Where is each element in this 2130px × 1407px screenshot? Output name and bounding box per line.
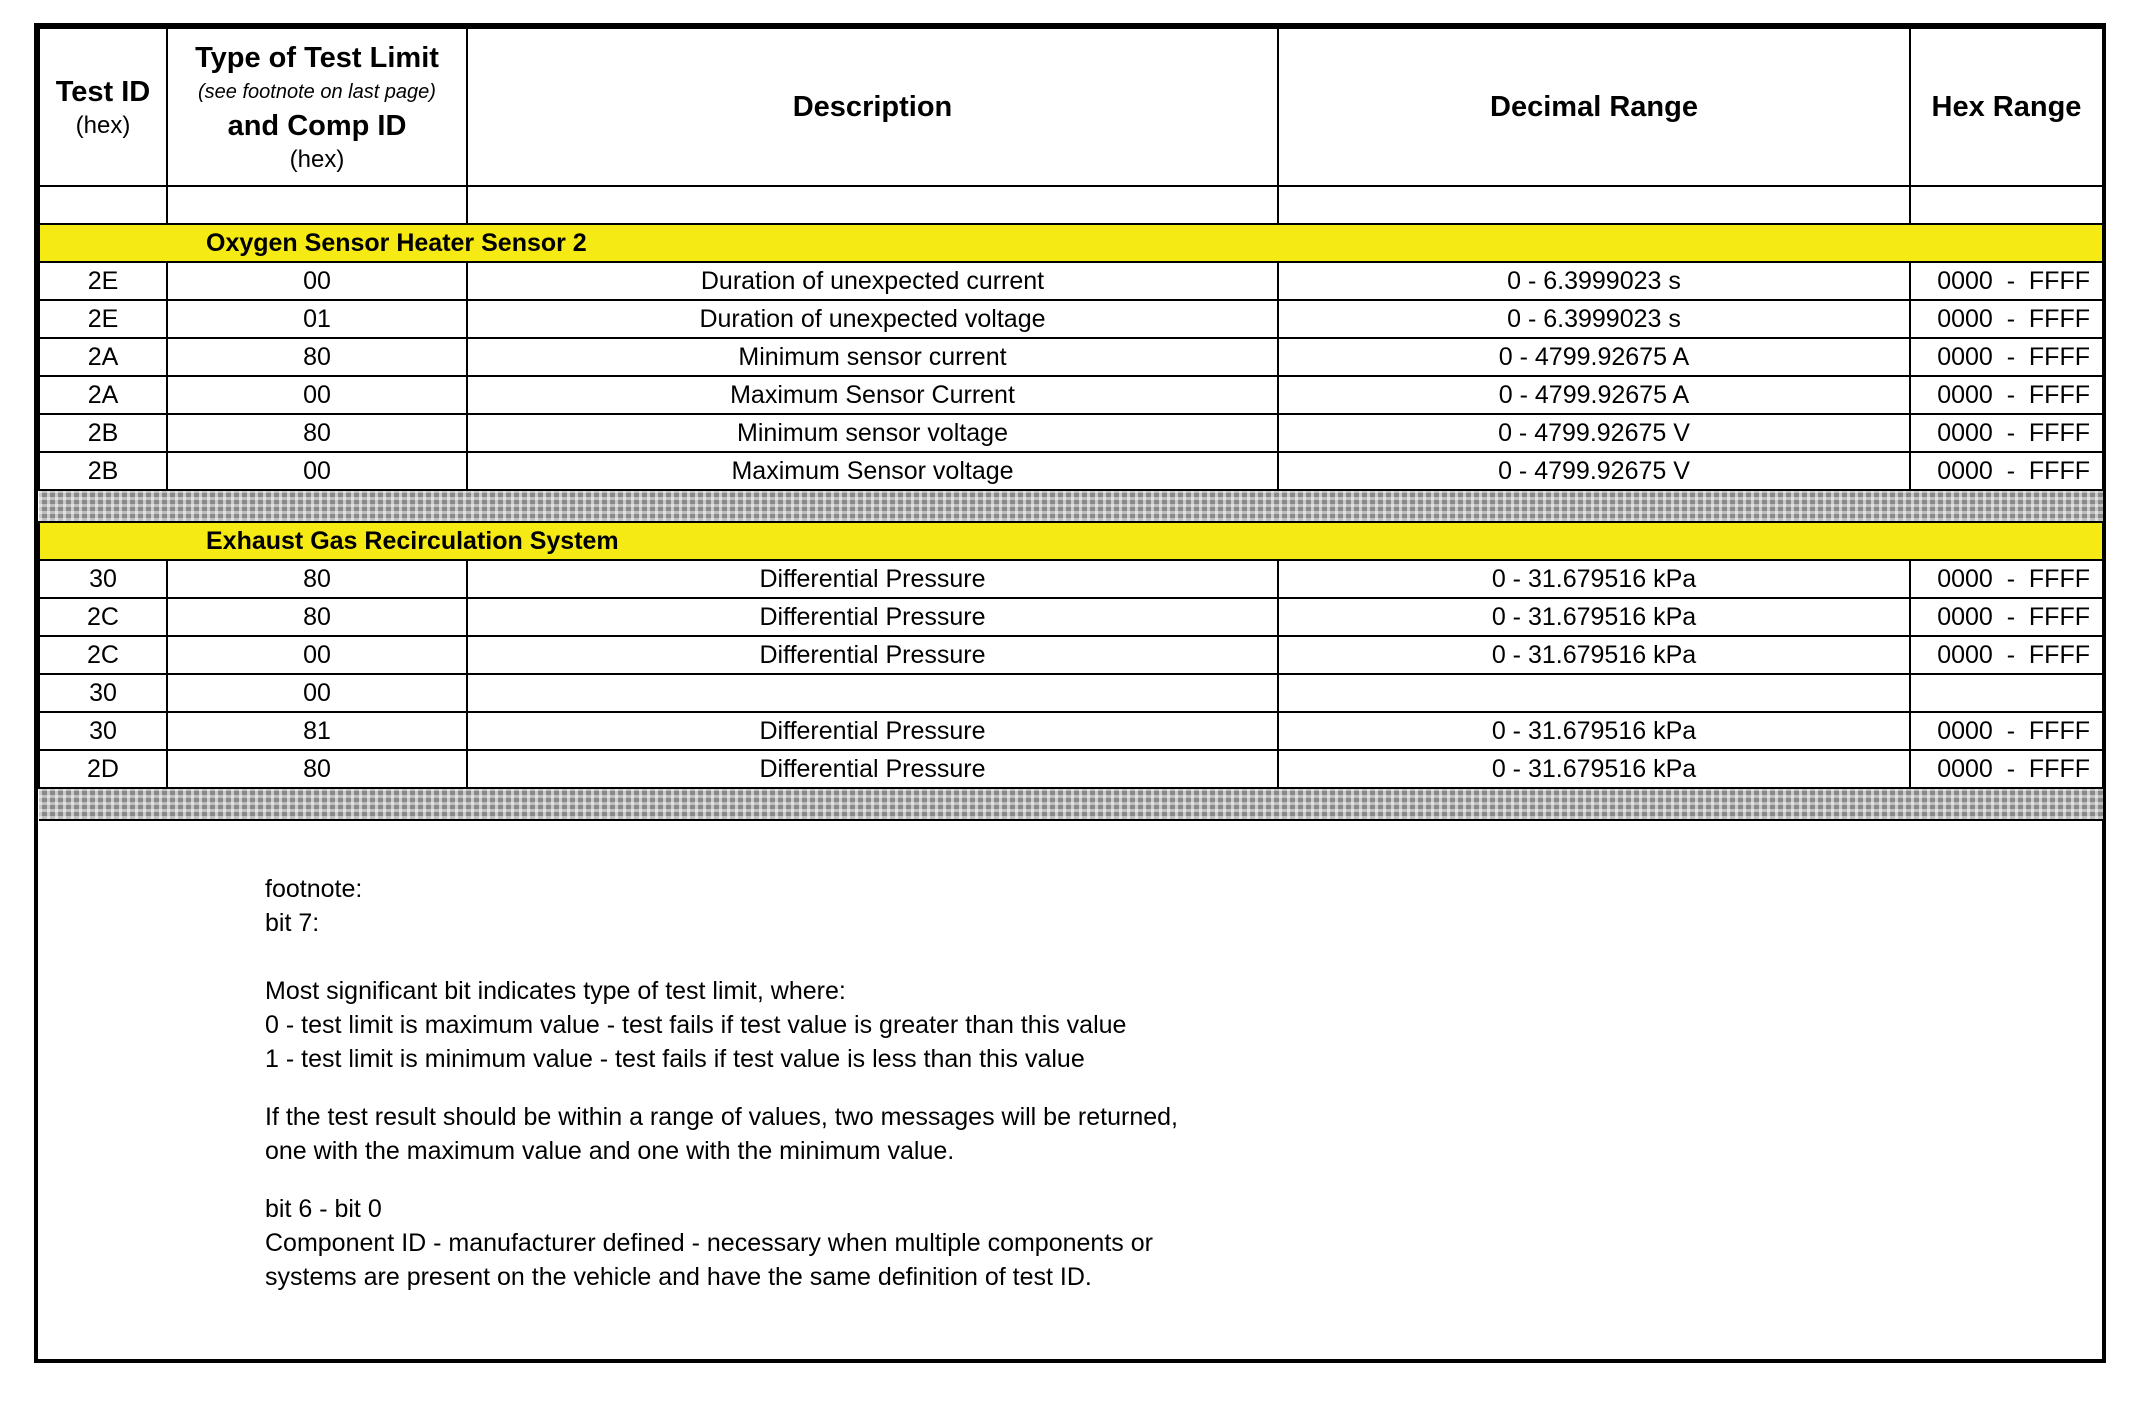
- table-row: [39, 560, 2103, 598]
- cell-description: Duration of unexpected voltage: [467, 300, 1278, 338]
- cell-hex-range: 0000 - FFFF: [1910, 376, 2103, 414]
- table-row: [39, 750, 2103, 788]
- footnote-zero: 0 - test limit is maximum value - test fails if test value is greater than this value: [265, 1011, 1127, 1039]
- cell-decimal-range: 0 - 31.679516 kPa: [1278, 636, 1910, 674]
- comp-id-sub: (hex): [289, 146, 345, 173]
- cell-hex-range: 0000 - FFFF: [1910, 300, 2103, 338]
- cell-comp-id: 00: [167, 636, 467, 674]
- cell-hex-range: 0000 - FFFF: [1910, 262, 2103, 300]
- cell-hex-range: 0000 - FFFF: [1910, 750, 2103, 788]
- section-separator: [39, 788, 2103, 820]
- table-row: [39, 636, 2103, 674]
- cell-hex-range: 0000 - FFFF: [1910, 338, 2103, 376]
- footnote-bit6: bit 6 - bit 0: [265, 1195, 382, 1223]
- cell-hex-range: 0000 - FFFF: [1910, 414, 2103, 452]
- table-row: [39, 300, 2103, 338]
- cell-comp-id: 80: [167, 598, 467, 636]
- footnote-range-1: If the test result should be within a range of values, two messages will be returned,: [265, 1103, 1178, 1131]
- cell-description: Differential Pressure: [467, 636, 1278, 674]
- section-header-row: [39, 224, 2103, 262]
- footnote-comp-1: Component ID - manufacturer defined - necessary when multiple components or: [265, 1229, 1153, 1257]
- cell-decimal-range: 0 - 31.679516 kPa: [1278, 712, 1910, 750]
- table-row: [39, 674, 2103, 712]
- table-row: [39, 452, 2103, 490]
- cell-hex-range: 0000 - FFFF: [1910, 712, 2103, 750]
- cell-hex-range: 0000 - FFFF: [1910, 560, 2103, 598]
- cell-decimal-range: 0 - 4799.92675 V: [1278, 452, 1910, 490]
- section-separator: [39, 490, 2103, 522]
- cell-decimal-range: 0 - 6.3999023 s: [1278, 300, 1910, 338]
- cell-comp-id: 00: [167, 262, 467, 300]
- cell-comp-id: 00: [167, 674, 467, 712]
- cell-decimal-range: 0 - 4799.92675 V: [1278, 414, 1910, 452]
- cell-decimal-range: 0 - 31.679516 kPa: [1278, 750, 1910, 788]
- test-limit-table: [38, 27, 2104, 821]
- cell-description: Differential Pressure: [467, 560, 1278, 598]
- cell-decimal-range: 0 - 4799.92675 A: [1278, 376, 1910, 414]
- decimal-range-label: Decimal Range: [1490, 91, 1698, 123]
- cell-description: Maximum Sensor voltage: [467, 452, 1278, 490]
- cell-hex-range: [1910, 674, 2103, 712]
- col-header-hex-range: [1910, 28, 2103, 186]
- cell-test-id: 2E: [39, 262, 167, 300]
- cell-comp-id: 80: [167, 750, 467, 788]
- footnote-comp-2: systems are present on the vehicle and have the same definition of test ID.: [265, 1263, 1092, 1291]
- table-row: [39, 712, 2103, 750]
- cell-description: Differential Pressure: [467, 750, 1278, 788]
- description-label: Description: [792, 91, 953, 123]
- cell-test-id: 2B: [39, 414, 167, 452]
- footnote-one: 1 - test limit is minimum value - test fails if test value is less than this value: [265, 1045, 1085, 1073]
- cell-comp-id: 00: [167, 376, 467, 414]
- cell-description: Minimum sensor voltage: [467, 414, 1278, 452]
- cell-description: Minimum sensor current: [467, 338, 1278, 376]
- cell-test-id: 2D: [39, 750, 167, 788]
- table-row: [39, 414, 2103, 452]
- type-label: Type of Test Limit: [195, 42, 439, 74]
- cell-test-id: 2A: [39, 376, 167, 414]
- col-header-description: [467, 28, 1278, 186]
- cell-description: Maximum Sensor Current: [467, 376, 1278, 414]
- cell-comp-id: 81: [167, 712, 467, 750]
- cell-comp-id: 80: [167, 560, 467, 598]
- cell-comp-id: 01: [167, 300, 467, 338]
- type-footnote-ref: (see footnote on last page): [198, 81, 436, 103]
- cell-test-id: 2E: [39, 300, 167, 338]
- cell-hex-range: 0000 - FFFF: [1910, 452, 2103, 490]
- cell-description: Duration of unexpected current: [467, 262, 1278, 300]
- cell-decimal-range: [1278, 674, 1910, 712]
- table-row: [39, 262, 2103, 300]
- footnote-range-2: one with the maximum value and one with the minimum value.: [265, 1137, 955, 1165]
- cell-decimal-range: 0 - 31.679516 kPa: [1278, 560, 1910, 598]
- footnote-label: footnote:: [265, 875, 363, 903]
- table-row: [39, 376, 2103, 414]
- table-header-row: [39, 28, 2103, 186]
- col-header-test-id: [39, 28, 167, 186]
- cell-test-id: 30: [39, 712, 167, 750]
- cell-decimal-range: 0 - 4799.92675 A: [1278, 338, 1910, 376]
- cell-comp-id: 00: [167, 452, 467, 490]
- table-row: [39, 338, 2103, 376]
- cell-test-id: 30: [39, 674, 167, 712]
- test-limit-document: [34, 23, 2106, 1363]
- cell-comp-id: 80: [167, 338, 467, 376]
- comp-id-label: and Comp ID: [227, 110, 407, 142]
- cell-decimal-range: 0 - 6.3999023 s: [1278, 262, 1910, 300]
- cell-decimal-range: 0 - 31.679516 kPa: [1278, 598, 1910, 636]
- cell-test-id: 2C: [39, 598, 167, 636]
- section-header-row: [39, 522, 2103, 560]
- col-header-decimal-range: [1278, 28, 1910, 186]
- cell-test-id: 2B: [39, 452, 167, 490]
- cell-hex-range: 0000 - FFFF: [1910, 636, 2103, 674]
- blank-row: [39, 186, 2103, 224]
- cell-description: [467, 674, 1278, 712]
- table-body: [39, 186, 2103, 820]
- cell-test-id: 2A: [39, 338, 167, 376]
- footnote: [265, 872, 1365, 1294]
- table-row: [39, 598, 2103, 636]
- cell-test-id: 30: [39, 560, 167, 598]
- footnote-bit7: bit 7:: [265, 909, 320, 937]
- cell-comp-id: 80: [167, 414, 467, 452]
- hex-range-label: Hex Range: [1931, 91, 2082, 123]
- cell-test-id: 2C: [39, 636, 167, 674]
- section-title: Exhaust Gas Recirculation System: [39, 522, 2103, 560]
- test-id-label: Test ID: [55, 76, 151, 108]
- cell-description: Differential Pressure: [467, 598, 1278, 636]
- cell-description: Differential Pressure: [467, 712, 1278, 750]
- section-title: Oxygen Sensor Heater Sensor 2: [39, 224, 2103, 262]
- cell-hex-range: 0000 - FFFF: [1910, 598, 2103, 636]
- col-header-type: [167, 28, 467, 186]
- test-id-sub: (hex): [75, 112, 131, 139]
- footnote-msb: Most significant bit indicates type of test limit, where:: [265, 977, 846, 1005]
